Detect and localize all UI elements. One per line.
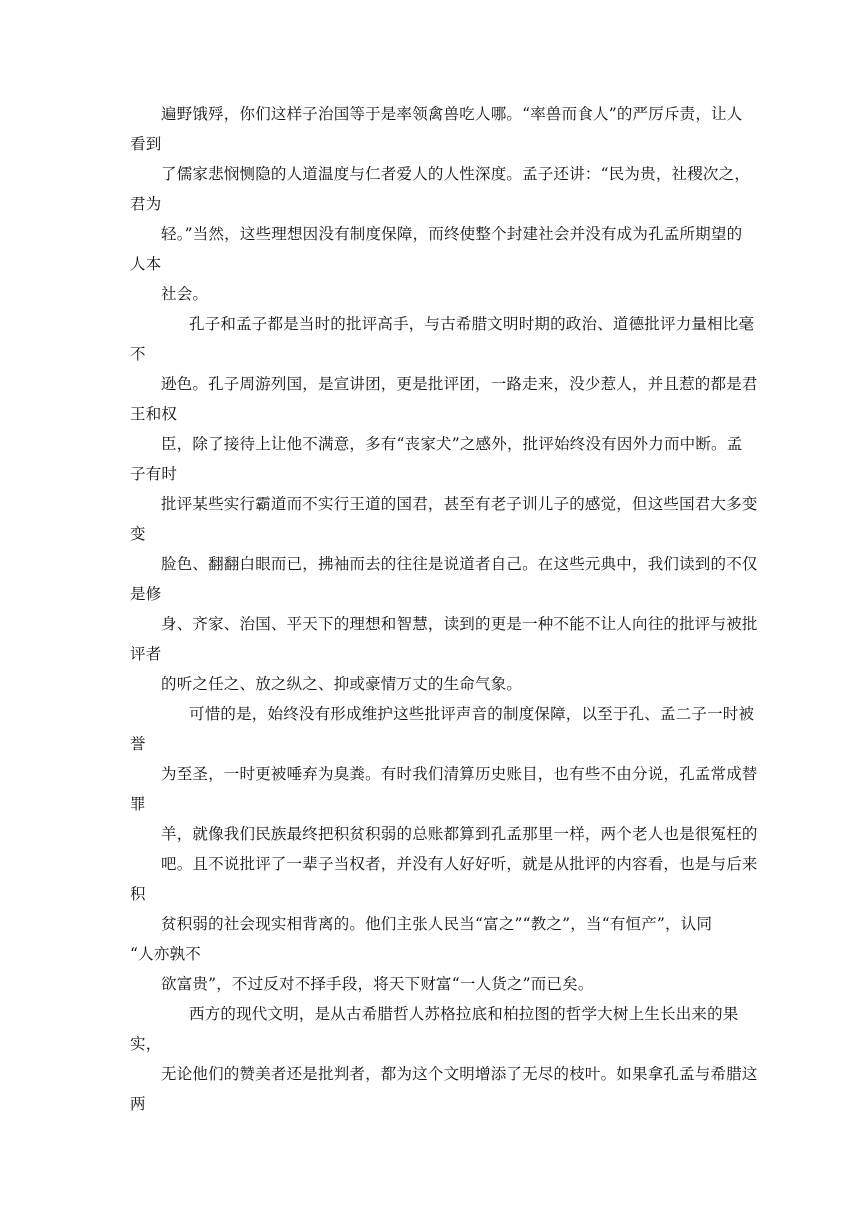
text-line: 不 (130, 345, 146, 363)
text-line: 王和权 (130, 405, 178, 423)
text-line: 臣，除了接待上让他不满意，多有“丧家犬”之感外，批评始终没有因外力而中断。孟 (161, 435, 743, 453)
text-line: 的听之任之、放之纵之、抑或豪情万丈的生命气象。 (161, 675, 523, 693)
text-line: 社会。 (161, 285, 209, 303)
text-line: “人亦孰不 (130, 945, 201, 963)
text-line: 批评某些实行霸道而不实行王道的国君，甚至有老子训儿子的感觉，但这些国君大多变 (161, 495, 758, 513)
text-line: 无论他们的赞美者还是批判者，都为这个文明增添了无尽的枝叶。如果拿孔孟与希腊这 (161, 1065, 758, 1083)
text-line: 是修 (130, 585, 162, 603)
paragraph-first-line: 西方的现代文明，是从古希腊哲人苏格拉底和柏拉图的哲学大树上生长出来的果 (189, 1005, 739, 1023)
text-line: 看到 (130, 135, 162, 153)
text-line: 脸色、翻翻白眼而已，拂袖而去的往往是说道者自己。在这些元典中，我们读到的不仅 (161, 555, 758, 573)
text-line: 了儒家悲悯恻隐的人道温度与仁者爱人的人性深度。孟子还讲：“民为贵，社稷次之， (161, 165, 751, 183)
text-line: 贫积弱的社会现实相背离的。他们主张人民当“富之”“教之”，当“有恒产”，认同 (161, 915, 713, 933)
text-line: 君为 (130, 195, 162, 213)
text-line: 轻。”当然，这些理想因没有制度保障，而终使整个封建社会并没有成为孔孟所期望的 (161, 225, 743, 243)
text-line: 子有时 (130, 465, 178, 483)
text-line: 吧。且不说批评了一辈子当权者，并没有人好好听，就是从批评的内容看，也是与后来 (161, 855, 758, 873)
text-line: 积 (130, 885, 146, 903)
text-line: 变 (130, 525, 146, 543)
text-line: 两 (130, 1095, 146, 1113)
text-line: 评者 (130, 645, 162, 663)
paragraph-first-line: 可惜的是，始终没有形成维护这些批评声音的制度保障，以至于孔、孟二子一时被 (189, 705, 755, 723)
text-line: 羊，就像我们民族最终把积贫积弱的总账都算到孔孟那里一样，两个老人也是很冤枉的 (161, 825, 758, 843)
text-line: 人本 (130, 255, 162, 273)
text-line: 遍野饿殍，你们这样子治国等于是率领禽兽吃人哪。“率兽而食人”的严厉斥责，让人 (161, 105, 743, 123)
text-line: 逊色。孔子周游列国，是宣讲团，更是批评团，一路走来，没少惹人，并且惹的都是君 (161, 375, 758, 393)
text-line: 身、齐家、治国、平天下的理想和智慧，读到的更是一种不能不让人向往的批评与被批 (161, 615, 758, 633)
paragraph-first-line: 孔子和孟子都是当时的批评高手，与古希腊文明时期的政治、道德批评力量相比毫 (189, 315, 755, 333)
text-line: 为至圣，一时更被唾弃为臭粪。有时我们清算历史账目，也有些不由分说，孔孟常成替 (161, 765, 758, 783)
text-line: 罪 (130, 795, 146, 813)
text-line: 实， (130, 1035, 162, 1053)
text-line: 誉 (130, 735, 146, 753)
text-line: 欲富贵”，不过反对不择手段，将天下财富“一人货之”而已矣。 (161, 975, 594, 993)
